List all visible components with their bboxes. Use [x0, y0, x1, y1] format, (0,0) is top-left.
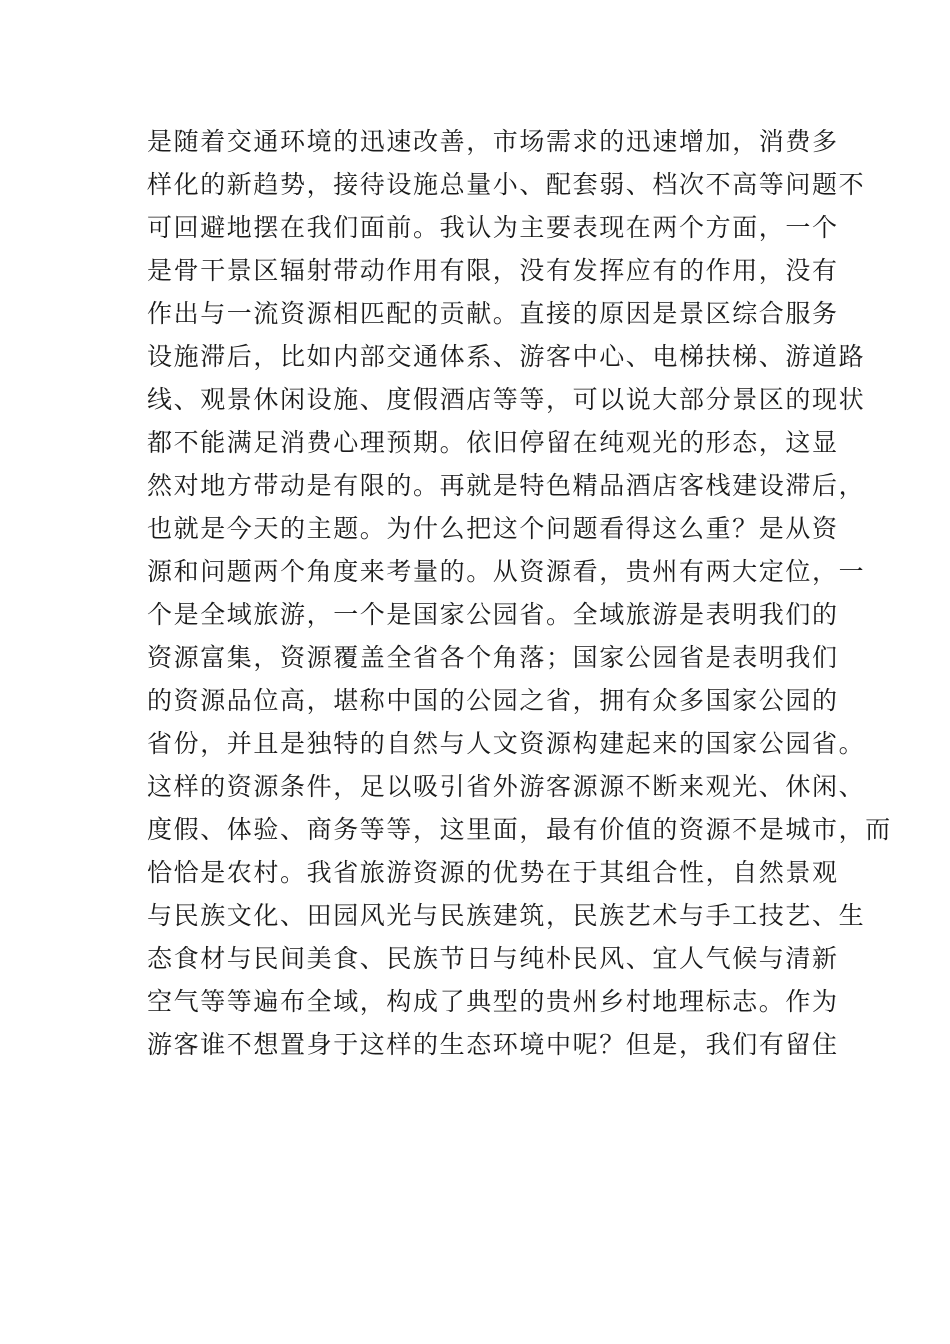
- text-line: 个是全域旅游，一个是国家公园省。全域旅游是表明我们的: [147, 600, 839, 629]
- text-line: 源和问题两个角度来考量的。从资源看，贵州有两大定位，一: [147, 557, 866, 586]
- text-line: 空气等等遍布全域，构成了典型的贵州乡村地理标志。作为: [147, 987, 839, 1016]
- text-line: 是骨干景区辐射带动作用有限，没有发挥应有的作用，没有: [147, 256, 839, 285]
- text-line: 设施滞后，比如内部交通体系、游客中心、电梯扶梯、游道路: [147, 342, 866, 371]
- text-line: 然对地方带动是有限的。再就是特色精品酒店客栈建设滞后，: [147, 471, 866, 500]
- text-line: 恰恰是农村。我省旅游资源的优势在于其组合性，自然景观: [147, 858, 839, 887]
- text-line: 资源富集，资源覆盖全省各个角落；国家公园省是表明我们: [147, 643, 839, 672]
- body-paragraph: [147, 120, 892, 1066]
- text-line: 游客谁不想置身于这样的生态环境中呢？但是，我们有留住: [147, 1030, 839, 1059]
- text-line: 都不能满足消费心理预期。依旧停留在纯观光的形态，这显: [147, 428, 839, 457]
- text-line: 样化的新趋势，接待设施总量小、配套弱、档次不高等问题不: [147, 170, 866, 199]
- text-line: 这样的资源条件，足以吸引省外游客源源不断来观光、休闲、: [147, 772, 866, 801]
- text-line: 作出与一流资源相匹配的贡献。直接的原因是景区综合服务: [147, 299, 839, 328]
- text-line: 也就是今天的主题。为什么把这个问题看得这么重？是从资: [147, 514, 839, 543]
- text-line: 省份，并且是独特的自然与人文资源构建起来的国家公园省。: [147, 729, 866, 758]
- text-line: 态食材与民间美食、民族节日与纯朴民风、宜人气候与清新: [147, 944, 839, 973]
- text-line: 线、观景休闲设施、度假酒店等等，可以说大部分景区的现状: [147, 385, 866, 414]
- text-line: 与民族文化、田园风光与民族建筑，民族艺术与手工技艺、生: [147, 901, 866, 930]
- text-line: 是随着交通环境的迅速改善，市场需求的迅速增加，消费多: [147, 127, 839, 156]
- text-line: 的资源品位高，堪称中国的公园之省，拥有众多国家公园的: [147, 686, 839, 715]
- text-line: 度假、体验、商务等等，这里面，最有价值的资源不是城市，而: [147, 815, 892, 844]
- text-line: 可回避地摆在我们面前。我认为主要表现在两个方面，一个: [147, 213, 839, 242]
